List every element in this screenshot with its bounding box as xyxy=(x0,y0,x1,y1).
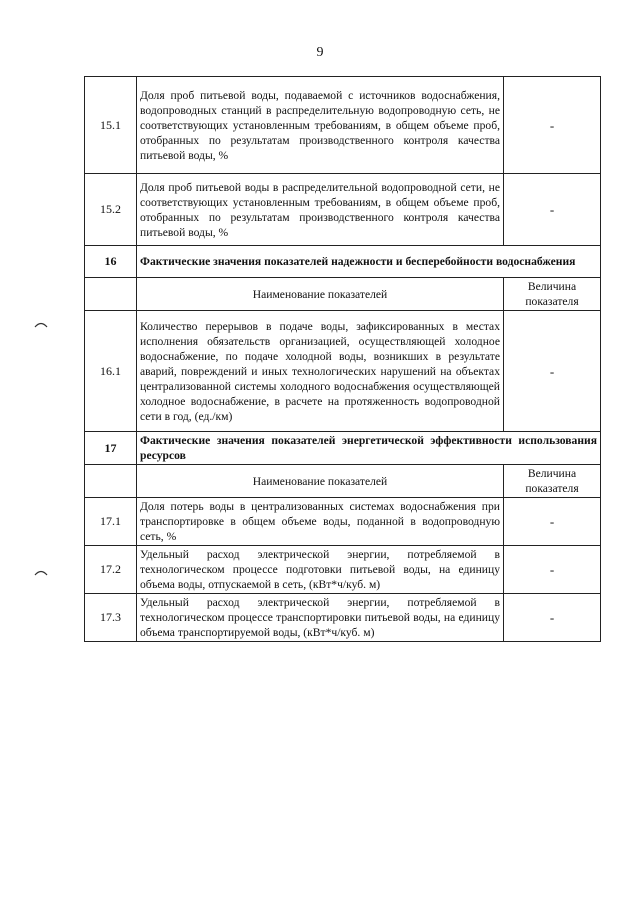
column-header-row xyxy=(85,278,601,311)
section-number: 17 xyxy=(85,432,137,465)
table-row xyxy=(85,77,601,174)
page-number: 9 xyxy=(316,45,324,60)
column-header-value: Величина показателя xyxy=(504,278,601,311)
section-title: Фактические значения показателей энергетической эффективности использования ресурсов xyxy=(137,432,601,465)
empty-cell xyxy=(85,278,137,311)
indicator-value: - xyxy=(504,311,601,432)
table-row xyxy=(85,311,601,432)
section-title: Фактические значения показателей надежности и бесперебойности водоснабжения xyxy=(137,246,601,278)
empty-cell xyxy=(85,465,137,498)
punch-hole-mark xyxy=(34,320,48,328)
indicator-value: - xyxy=(504,546,601,594)
indicator-description: Доля потерь воды в централизованных системах водоснабжения при транспортировке в общем объеме воды, поданной в водопроводную сеть, % xyxy=(137,498,504,546)
indicator-description: Доля проб питьевой воды, подаваемой с источников водоснабжения, водопроводных станций в распределительную водопроводную сеть, не соответствующих установленным требованиям, в общем объеме проб, отобранных по результатам производственного контроля качества питьевой воды, % xyxy=(137,77,504,174)
table-row xyxy=(85,174,601,246)
indicator-value: - xyxy=(504,594,601,642)
row-number: 15.1 xyxy=(85,77,137,174)
table-row xyxy=(85,498,601,546)
column-header-row xyxy=(85,465,601,498)
indicator-description: Удельный расход электрической энергии, потребляемой в технологическом процессе подготовки питьевой воды, на единицу объема воды, отпускаемой в сеть, (кВт*ч/куб. м) xyxy=(137,546,504,594)
row-number: 17.2 xyxy=(85,546,137,594)
column-header-name: Наименование показателей xyxy=(137,465,504,498)
column-header-name: Наименование показателей xyxy=(137,278,504,311)
indicator-description: Количество перерывов в подаче воды, зафиксированных в местах исполнения обязательств организацией, осуществляющей холодное водоснабжение, по подаче холодной воды, возникших в результате аварий, повреждений и иных технологических нарушений на объектах централизованной системы холодного водоснабжения осуществляющей холодное водоснабжение, в расчете на протяженность водопроводной сети в год, (ед./км) xyxy=(137,311,504,432)
indicator-value: - xyxy=(504,174,601,246)
row-number: 15.2 xyxy=(85,174,137,246)
section-number: 16 xyxy=(85,246,137,278)
section-heading-row xyxy=(85,432,601,465)
column-header-value: Величина показателя xyxy=(504,465,601,498)
indicator-description: Удельный расход электрической энергии, потребляемой в технологическом процессе транспортировки питьевой воды, на единицу объема транспортируемой воды, (кВт*ч/куб. м) xyxy=(137,594,504,642)
section-heading-row xyxy=(85,246,601,278)
row-number: 17.1 xyxy=(85,498,137,546)
table-row xyxy=(85,594,601,642)
table-row xyxy=(85,546,601,594)
indicator-value: - xyxy=(504,77,601,174)
indicators-table xyxy=(84,76,601,642)
indicator-description: Доля проб питьевой воды в распределительной водопроводной сети, не соответствующих установленным требованиям, в общем объеме проб, отобранных по результатам производственного контроля качества питьевой воды, % xyxy=(137,174,504,246)
row-number: 16.1 xyxy=(85,311,137,432)
indicator-value: - xyxy=(504,498,601,546)
punch-hole-mark xyxy=(34,568,48,576)
row-number: 17.3 xyxy=(85,594,137,642)
